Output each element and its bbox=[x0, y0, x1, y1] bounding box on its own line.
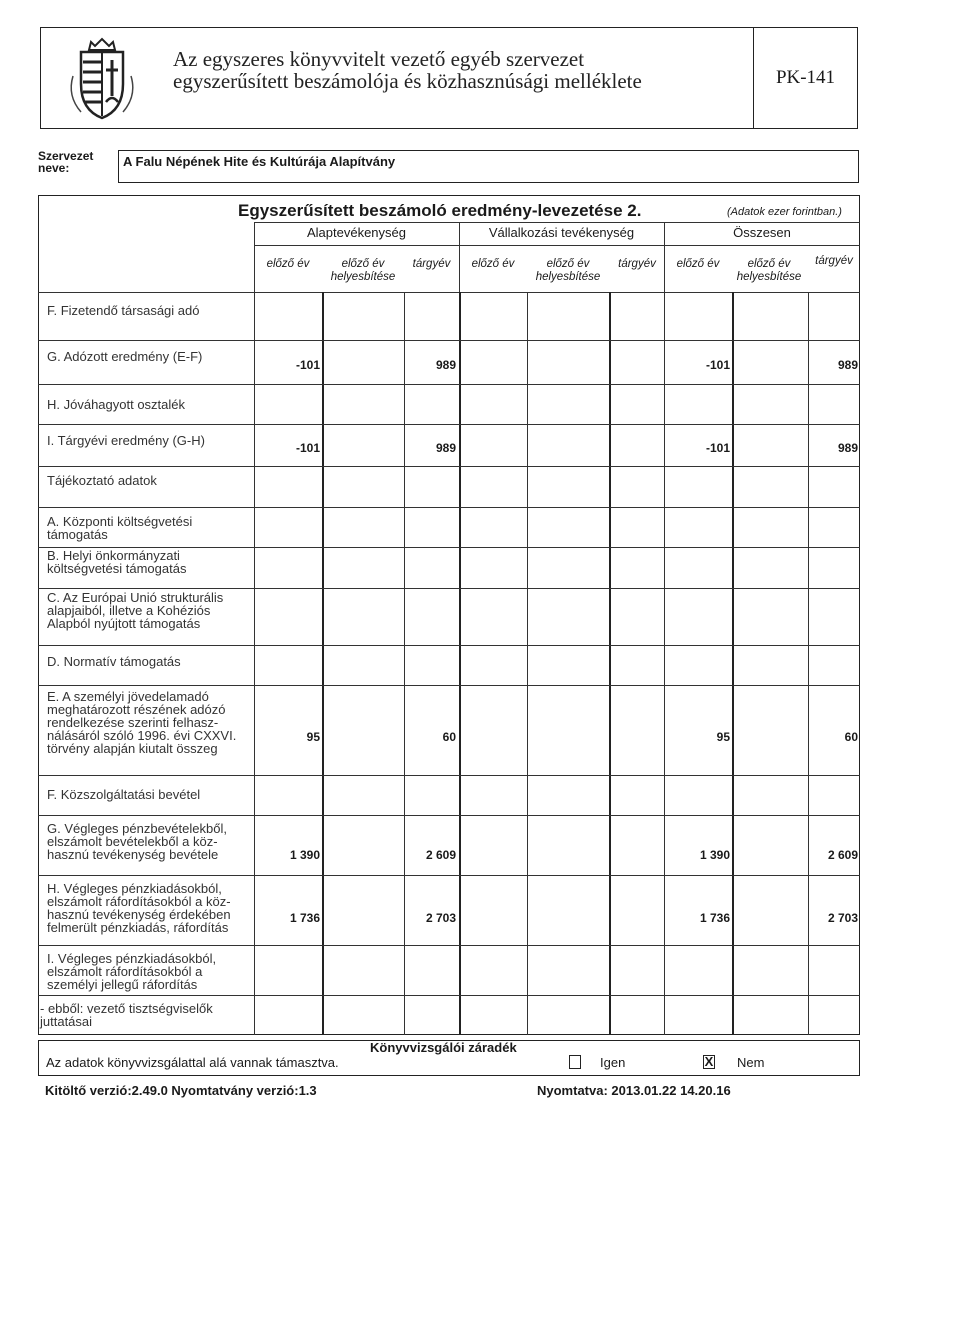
row-label-line: Alapból nyújtott támogatás bbox=[47, 616, 201, 631]
row-divider bbox=[38, 945, 860, 946]
row-label-g-public-benefit-revenue bbox=[47, 822, 227, 861]
audit-no-checkbox[interactable]: X bbox=[704, 1054, 714, 1069]
row-label-line: I. Végleges pénzkiadásokból, bbox=[47, 951, 217, 966]
value-cell: 989 bbox=[435, 358, 456, 372]
row-label-line: személyi jellegű ráfordítás bbox=[47, 977, 198, 992]
value-cell: -101 bbox=[705, 441, 730, 455]
audit-no-label: Nem bbox=[737, 1055, 765, 1070]
row-label-line: költségvetési támogatás bbox=[47, 561, 187, 576]
row-label-h-approved-dividend: H. Jóváhagyott osztalék bbox=[47, 397, 186, 412]
header-divider bbox=[254, 222, 860, 223]
row-divider bbox=[38, 995, 860, 996]
value-cell: -101 bbox=[295, 441, 320, 455]
value-cell: 989 bbox=[837, 358, 858, 372]
col-header-prev-adj-l2: helyesbítése bbox=[736, 271, 802, 283]
row-label-line: H. Végleges pénzkiadásokból, bbox=[47, 881, 222, 896]
column-divider bbox=[609, 292, 611, 1035]
value-cell: -101 bbox=[705, 358, 730, 372]
row-label-line: C. Az Európai Unió strukturális bbox=[47, 590, 224, 605]
value-cell: 95 bbox=[306, 730, 320, 744]
row-divider bbox=[38, 424, 860, 425]
col-header-prev-adj-l1: előző év bbox=[341, 258, 385, 270]
row-divider bbox=[38, 340, 860, 341]
organization-label-line-1: Szervezet bbox=[38, 149, 94, 163]
column-divider bbox=[322, 292, 324, 1035]
row-divider bbox=[38, 685, 860, 686]
hungarian-coat-of-arms-icon bbox=[59, 36, 145, 122]
col-header-current-year: tárgyév bbox=[815, 255, 853, 267]
column-divider bbox=[254, 292, 255, 1035]
row-label-line: juttatásai bbox=[40, 1014, 93, 1029]
row-divider bbox=[38, 815, 860, 816]
column-divider bbox=[664, 292, 665, 1035]
row-label-f-public-service-revenue: F. Közszolgáltatási bevétel bbox=[47, 787, 201, 802]
col-header-prev-adjustment bbox=[322, 258, 404, 284]
col-header-current-year: tárgyév bbox=[618, 258, 656, 270]
col-header-prev-adj-l1: előző év bbox=[747, 258, 791, 270]
row-label-d-normative-support: D. Normatív támogatás bbox=[47, 654, 181, 669]
row-divider bbox=[38, 588, 860, 589]
organization-name-field: A Falu Népének Hite és Kultúrája Alapítvány bbox=[118, 150, 859, 183]
row-label-executive-benefits bbox=[40, 1002, 213, 1028]
group-header-basic-activity: Alaptevékenység bbox=[306, 225, 406, 240]
column-divider bbox=[732, 292, 734, 1035]
row-label-i-current-year-result: I. Tárgyévi eredmény (G-H) bbox=[47, 433, 205, 448]
value-cell: 1 736 bbox=[699, 911, 730, 925]
row-label-line: A. Központi költségvetési bbox=[47, 514, 193, 529]
header-divider bbox=[254, 245, 860, 246]
report-title: Egyszerűsített beszámoló eredmény-levezetése 2. bbox=[238, 201, 642, 220]
audit-yes-label: Igen bbox=[600, 1055, 626, 1070]
row-label-b-local-government-support bbox=[47, 549, 186, 575]
col-header-current-year: tárgyév bbox=[412, 258, 451, 270]
value-cell: 989 bbox=[837, 441, 858, 455]
header-bottom-line bbox=[38, 292, 860, 293]
row-label-line: E. A személyi jövedelamadó bbox=[47, 689, 209, 704]
value-cell: 2 609 bbox=[425, 848, 456, 862]
audit-yes-checkbox[interactable] bbox=[569, 1055, 581, 1069]
group-header-business-activity: Vállalkozási tevékenység bbox=[488, 225, 635, 240]
row-divider bbox=[38, 507, 860, 508]
row-label-line: elszámolt ráfordításokból a köz- bbox=[47, 894, 231, 909]
col-header-prev-adj-l2: helyesbítése bbox=[535, 271, 601, 283]
row-label-h-public-benefit-expenses bbox=[47, 882, 231, 934]
organization-label-line-2: neve: bbox=[38, 161, 70, 175]
col-header-prev-adj-l1: előző év bbox=[546, 258, 590, 270]
column-divider bbox=[527, 292, 528, 1035]
row-label-g-after-tax-result: G. Adózott eredmény (E-F) bbox=[47, 349, 203, 364]
row-divider bbox=[38, 384, 860, 385]
col-header-prev-adjustment bbox=[527, 258, 609, 284]
print-timestamp: Nyomtatva: 2013.01.22 14.20.16 bbox=[537, 1083, 731, 1098]
row-label-line: rendelkezése szerinti felhasz- bbox=[47, 715, 219, 730]
row-label-e-personal-income-tax-share bbox=[47, 690, 236, 755]
row-label-line: elszámolt ráfordításokból a bbox=[47, 964, 203, 979]
row-label-line: alapjaiból, illetve a Kohéziós bbox=[47, 603, 211, 618]
value-cell: -101 bbox=[295, 358, 320, 372]
value-cell: 989 bbox=[435, 441, 456, 455]
row-label-i-personnel-expenses bbox=[47, 952, 216, 991]
col-header-prev-year: előző év bbox=[266, 258, 310, 270]
row-label-line: elszámolt bevételekből a köz- bbox=[47, 834, 218, 849]
row-label-line: meghatározott részének adózó bbox=[47, 702, 226, 717]
row-divider bbox=[38, 875, 860, 876]
row-label-line: támogatás bbox=[47, 527, 108, 542]
filler-version: Kitöltő verzió:2.49.0 Nyomtatvány verzió:1.3 bbox=[45, 1083, 317, 1098]
row-divider bbox=[38, 645, 860, 646]
col-header-prev-adjustment bbox=[730, 258, 808, 284]
value-cell: 60 bbox=[844, 730, 858, 744]
row-divider bbox=[38, 466, 860, 467]
value-cell: 1 736 bbox=[289, 911, 320, 925]
section-label-informative-data: Tájékoztató adatok bbox=[47, 473, 157, 488]
value-cell: 95 bbox=[716, 730, 730, 744]
form-code: PK-141 bbox=[753, 28, 857, 128]
row-label-line: G. Végleges pénzbevételekből, bbox=[47, 821, 227, 836]
value-cell: 2 703 bbox=[425, 911, 456, 925]
value-cell: 1 390 bbox=[289, 848, 320, 862]
organization-label bbox=[38, 150, 93, 174]
row-label-line: hasznú tevékenység bevétele bbox=[47, 847, 219, 862]
row-label-line: B. Helyi önkormányzati bbox=[47, 548, 180, 563]
row-label-line: - ebből: vezető tisztségviselők bbox=[40, 1001, 213, 1016]
value-cell: 2 609 bbox=[827, 848, 858, 862]
col-header-prev-year: előző év bbox=[471, 258, 515, 270]
audit-clause-text: Az adatok könyvvizsgálattal alá vannak támasztva. bbox=[46, 1055, 339, 1070]
form-title-line-2: egyszerűsített beszámolója és közhasznúsági melléklete bbox=[173, 69, 642, 93]
form-title bbox=[173, 48, 642, 92]
row-label-line: felmerült pénzkiadás, ráfordítás bbox=[47, 920, 229, 935]
column-divider bbox=[459, 292, 461, 1035]
form-title-line-1: Az egyszeres könyvvitelt vezető egyéb szervezet bbox=[173, 47, 585, 71]
row-label-line: hasznú tevékenység érdekében bbox=[47, 907, 231, 922]
value-cell: 2 703 bbox=[827, 911, 858, 925]
value-cell: 1 390 bbox=[699, 848, 730, 862]
value-cell: 60 bbox=[442, 730, 456, 744]
row-label-c-eu-structural-funds bbox=[47, 591, 223, 630]
row-label-f-corporate-tax: F. Fizetendő társasági adó bbox=[47, 303, 200, 318]
row-divider bbox=[38, 775, 860, 776]
col-header-prev-adj-l2: helyesbítése bbox=[330, 271, 396, 283]
col-header-prev-year: előző év bbox=[676, 258, 720, 270]
row-label-a-central-budget-support bbox=[47, 515, 192, 541]
row-label-line: nálásáról szóló 1996. évi CXXVI. bbox=[47, 728, 237, 743]
unit-note: (Adatok ezer forintban.) bbox=[727, 206, 842, 218]
row-label-line: törvény alapján kiutalt összeg bbox=[47, 741, 218, 756]
form-header bbox=[40, 27, 858, 129]
group-header-total: Összesen bbox=[733, 225, 791, 240]
audit-clause-title: Könyvvizsgálói záradék bbox=[370, 1040, 517, 1055]
